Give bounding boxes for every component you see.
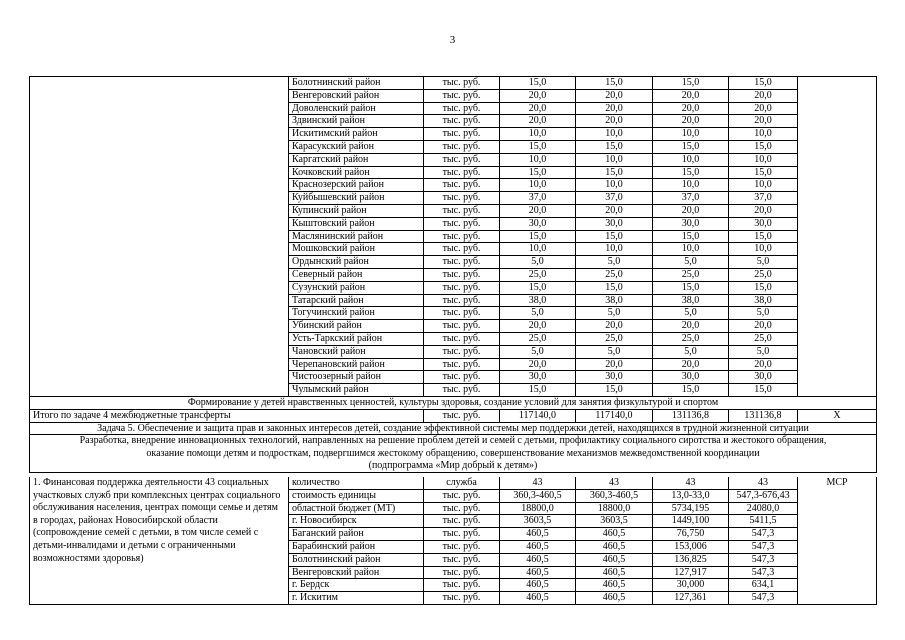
district-value: 30,0: [653, 371, 729, 384]
district-name: Татарский район: [289, 294, 424, 307]
district-value: 25,0: [729, 268, 798, 281]
total-value: 131136,8: [729, 409, 798, 422]
district-value: 25,0: [576, 332, 653, 345]
district-value: 10,0: [653, 153, 729, 166]
district-value: 15,0: [500, 166, 576, 179]
measure-row-unit: тыс. руб.: [424, 489, 500, 502]
district-value: 20,0: [576, 204, 653, 217]
district-value: 15,0: [729, 384, 798, 397]
district-value: 5,0: [729, 307, 798, 320]
district-value: 30,0: [500, 217, 576, 230]
district-value: 20,0: [729, 358, 798, 371]
district-value: 5,0: [500, 307, 576, 320]
district-unit: тыс. руб.: [424, 384, 500, 397]
district-value: 38,0: [500, 294, 576, 307]
district-name: Болотнинский район: [289, 77, 424, 90]
district-value: 10,0: [729, 128, 798, 141]
district-unit: тыс. руб.: [424, 320, 500, 333]
empty-cell: [798, 77, 877, 397]
measure-value: 136,825: [653, 553, 729, 566]
district-value: 37,0: [576, 192, 653, 205]
district-value: 15,0: [653, 230, 729, 243]
district-value: 15,0: [653, 140, 729, 153]
district-value: 20,0: [653, 115, 729, 128]
measure-value: 30,000: [653, 579, 729, 592]
district-name: Ордынский район: [289, 256, 424, 269]
measure-value: 460,5: [500, 579, 576, 592]
district-value: 10,0: [729, 153, 798, 166]
measure-row-unit: тыс. руб.: [424, 540, 500, 553]
district-value: 20,0: [500, 115, 576, 128]
district-value: 20,0: [500, 358, 576, 371]
district-value: 20,0: [729, 204, 798, 217]
measure-value: 460,5: [576, 566, 653, 579]
formation-heading: Формирование у детей нравственных ценностей, культуры здоровья, создание условий для занятия физкультурой и спортом: [30, 396, 877, 409]
measure-value: 460,5: [500, 528, 576, 541]
district-name: Каргатский район: [289, 153, 424, 166]
district-value: 20,0: [653, 358, 729, 371]
measure-row-unit: тыс. руб.: [424, 553, 500, 566]
district-value: 15,0: [729, 281, 798, 294]
district-value: 30,0: [653, 217, 729, 230]
district-name: Куйбышевский район: [289, 192, 424, 205]
district-unit: тыс. руб.: [424, 358, 500, 371]
measure-row-name: количество: [289, 477, 424, 489]
measure-value: 460,5: [576, 553, 653, 566]
district-unit: тыс. руб.: [424, 371, 500, 384]
measure-value: 547,3: [729, 528, 798, 541]
district-name: Кочковский район: [289, 166, 424, 179]
district-unit: тыс. руб.: [424, 140, 500, 153]
measure-value: 460,5: [576, 528, 653, 541]
district-unit: тыс. руб.: [424, 256, 500, 269]
measure-value: 3603,5: [576, 515, 653, 528]
district-name: Доволенский район: [289, 102, 424, 115]
district-value: 37,0: [653, 192, 729, 205]
measure-value: 360,3-460,5: [500, 489, 576, 502]
measure-row-name: г. Новосибирск: [289, 515, 424, 528]
subprogram-line: Разработка, внедрение инновационных технологий, направленных на решение проблем детей и семей с детьми, профилактику социального сиротства и жестокого обращения,: [79, 435, 827, 447]
district-value: 25,0: [729, 332, 798, 345]
measure-row-unit: служба: [424, 477, 500, 489]
measure-value: 547,3: [729, 566, 798, 579]
district-value: 15,0: [576, 166, 653, 179]
measure-row-name: областной бюджет (МТ): [289, 502, 424, 515]
district-value: 15,0: [576, 230, 653, 243]
measure-row-name: Барабинский район: [289, 540, 424, 553]
measure-row-unit: тыс. руб.: [424, 502, 500, 515]
district-unit: тыс. руб.: [424, 294, 500, 307]
district-value: 5,0: [500, 256, 576, 269]
district-unit: тыс. руб.: [424, 204, 500, 217]
measure-value: 460,5: [576, 592, 653, 605]
measure-description: 1. Финансовая поддержка деятельности 43 социальных участковых служб при комплексных центрах социального обслуживания населения, центрах помощи семье и детям в городах, районах Новосибирской области (сопровождение семей с детьми, в том числе семей с детьми-инвалидами и детьми с ограниченными возможностями здоровья): [30, 477, 289, 604]
district-name: Здвинский район: [289, 115, 424, 128]
total-x: Х: [798, 409, 877, 422]
measure-value: 547,3: [729, 553, 798, 566]
measure-value: 153,006: [653, 540, 729, 553]
district-value: 30,0: [729, 371, 798, 384]
measure-value: 547,3-676,43: [729, 489, 798, 502]
transfers-table: [29, 76, 877, 473]
measure-value: 127,917: [653, 566, 729, 579]
district-value: 20,0: [500, 102, 576, 115]
district-value: 10,0: [729, 243, 798, 256]
total-label: Итого по задаче 4 межбюджетные трансферты: [30, 409, 424, 422]
district-value: 25,0: [576, 268, 653, 281]
district-value: 10,0: [500, 243, 576, 256]
district-name: Чановский район: [289, 345, 424, 358]
district-value: 15,0: [653, 281, 729, 294]
district-value: 25,0: [500, 332, 576, 345]
district-value: 38,0: [729, 294, 798, 307]
district-name: Кыштовский район: [289, 217, 424, 230]
district-name: Карасукский район: [289, 140, 424, 153]
district-value: 5,0: [729, 345, 798, 358]
district-value: 20,0: [653, 89, 729, 102]
subprogram-line: оказание помощи детям и подросткам, подвергшимся жестокому обращению, совершенствование механизмов межведомственной координации: [146, 447, 760, 459]
page-number: 3: [449, 34, 456, 46]
district-unit: тыс. руб.: [424, 115, 500, 128]
measure-value: 547,3: [729, 540, 798, 553]
district-value: 10,0: [576, 243, 653, 256]
measure-row: [30, 477, 877, 489]
district-value: 5,0: [576, 307, 653, 320]
district-value: 25,0: [500, 268, 576, 281]
district-unit: тыс. руб.: [424, 89, 500, 102]
district-value: 25,0: [653, 332, 729, 345]
district-value: 20,0: [653, 320, 729, 333]
measure-value: 1449,100: [653, 515, 729, 528]
district-name: Сузунский район: [289, 281, 424, 294]
measure-row-unit: тыс. руб.: [424, 528, 500, 541]
measure-value: 43: [729, 477, 798, 489]
district-value: 30,0: [729, 217, 798, 230]
district-value: 10,0: [729, 179, 798, 192]
subprogram-line: (подпрограмма «Мир добрый к детям»): [368, 459, 538, 471]
district-name: Убинский район: [289, 320, 424, 333]
district-value: 20,0: [653, 204, 729, 217]
district-name: Мошковский район: [289, 243, 424, 256]
district-value: 15,0: [500, 140, 576, 153]
district-value: 10,0: [576, 153, 653, 166]
measure-value: 460,5: [500, 566, 576, 579]
measure-executor: МСР: [798, 477, 877, 604]
district-value: 10,0: [576, 179, 653, 192]
measure-row-name: Баганский район: [289, 528, 424, 541]
district-value: 5,0: [653, 307, 729, 320]
district-unit: тыс. руб.: [424, 243, 500, 256]
district-unit: тыс. руб.: [424, 230, 500, 243]
measure-value: 460,5: [500, 553, 576, 566]
district-value: 5,0: [729, 256, 798, 269]
district-value: 15,0: [653, 384, 729, 397]
district-value: 20,0: [576, 358, 653, 371]
measure-value: 18800,0: [500, 502, 576, 515]
district-value: 10,0: [500, 128, 576, 141]
measure-value: 43: [653, 477, 729, 489]
district-value: 15,0: [576, 384, 653, 397]
district-unit: тыс. руб.: [424, 77, 500, 90]
district-value: 20,0: [729, 89, 798, 102]
district-value: 5,0: [576, 256, 653, 269]
measure-value: 3603,5: [500, 515, 576, 528]
measure-value: 127,361: [653, 592, 729, 605]
measure-value: 634,1: [729, 579, 798, 592]
measure-row-name: г. Искитим: [289, 592, 424, 605]
district-value: 20,0: [500, 89, 576, 102]
measure-value: 43: [576, 477, 653, 489]
measure-value: 460,5: [576, 540, 653, 553]
district-value: 5,0: [653, 256, 729, 269]
total-row: [30, 409, 877, 422]
district-value: 20,0: [576, 89, 653, 102]
district-name: Венгеровский район: [289, 89, 424, 102]
district-value: 30,0: [576, 217, 653, 230]
total-value: 131136,8: [653, 409, 729, 422]
district-value: 20,0: [576, 320, 653, 333]
district-unit: тыс. руб.: [424, 166, 500, 179]
district-value: 30,0: [500, 371, 576, 384]
district-value: 10,0: [500, 153, 576, 166]
district-value: 20,0: [653, 102, 729, 115]
measure-row-name: г. Бердск: [289, 579, 424, 592]
measure-row-unit: тыс. руб.: [424, 566, 500, 579]
district-value: 25,0: [653, 268, 729, 281]
district-unit: тыс. руб.: [424, 179, 500, 192]
district-value: 30,0: [576, 371, 653, 384]
district-value: 5,0: [653, 345, 729, 358]
district-value: 10,0: [500, 179, 576, 192]
measure-value: 24080,0: [729, 502, 798, 515]
district-unit: тыс. руб.: [424, 102, 500, 115]
district-unit: тыс. руб.: [424, 153, 500, 166]
district-value: 15,0: [576, 77, 653, 90]
district-value: 37,0: [729, 192, 798, 205]
measure-table: [29, 477, 877, 605]
district-unit: тыс. руб.: [424, 268, 500, 281]
district-name: Маслянинский район: [289, 230, 424, 243]
measure-value: 460,5: [500, 592, 576, 605]
district-value: 20,0: [576, 115, 653, 128]
total-unit: тыс. руб.: [424, 409, 500, 422]
district-value: 20,0: [729, 115, 798, 128]
measure-value: 18800,0: [576, 502, 653, 515]
district-value: 20,0: [500, 204, 576, 217]
district-value: 37,0: [500, 192, 576, 205]
measure-row-name: стоимость единицы: [289, 489, 424, 502]
district-unit: тыс. руб.: [424, 217, 500, 230]
total-value: 117140,0: [576, 409, 653, 422]
district-name: Чистоозерный район: [289, 371, 424, 384]
district-value: 15,0: [576, 281, 653, 294]
district-value: 15,0: [576, 140, 653, 153]
district-value: 10,0: [653, 243, 729, 256]
district-value: 10,0: [576, 128, 653, 141]
district-unit: тыс. руб.: [424, 281, 500, 294]
district-value: 10,0: [653, 179, 729, 192]
empty-cell: [30, 77, 289, 397]
district-value: 10,0: [653, 128, 729, 141]
district-unit: тыс. руб.: [424, 192, 500, 205]
measure-value: 460,5: [500, 540, 576, 553]
district-value: 20,0: [729, 320, 798, 333]
district-unit: тыс. руб.: [424, 345, 500, 358]
district-name: Черепановский район: [289, 358, 424, 371]
measure-value: 360,3-460,5: [576, 489, 653, 502]
district-value: 5,0: [500, 345, 576, 358]
measure-row-unit: тыс. руб.: [424, 515, 500, 528]
district-value: 20,0: [500, 320, 576, 333]
district-name: Усть-Таркский район: [289, 332, 424, 345]
subprogram-heading: [30, 435, 877, 473]
district-name: Чулымский район: [289, 384, 424, 397]
district-row: [30, 77, 877, 90]
district-unit: тыс. руб.: [424, 307, 500, 320]
district-value: 15,0: [500, 281, 576, 294]
measure-value: 460,5: [576, 579, 653, 592]
district-value: 15,0: [729, 230, 798, 243]
measure-value: 43: [500, 477, 576, 489]
measure-value: 547,3: [729, 592, 798, 605]
district-value: 15,0: [500, 230, 576, 243]
district-value: 15,0: [500, 384, 576, 397]
district-value: 15,0: [500, 77, 576, 90]
district-value: 20,0: [576, 102, 653, 115]
total-value: 117140,0: [500, 409, 576, 422]
measure-value: 76,750: [653, 528, 729, 541]
district-name: Купинский район: [289, 204, 424, 217]
district-name: Тогучинский район: [289, 307, 424, 320]
district-value: 15,0: [729, 166, 798, 179]
district-unit: тыс. руб.: [424, 332, 500, 345]
district-name: Краснозерский район: [289, 179, 424, 192]
measure-row-unit: тыс. руб.: [424, 592, 500, 605]
district-value: 38,0: [576, 294, 653, 307]
district-value: 38,0: [653, 294, 729, 307]
district-name: Северный район: [289, 268, 424, 281]
measure-row-unit: тыс. руб.: [424, 579, 500, 592]
task5-heading: Задача 5. Обеспечение и защита прав и законных интересов детей, создание эффективной системы мер поддержки детей, находящихся в трудной жизненной ситуации: [30, 422, 877, 435]
measure-value: 13,0-33,0: [653, 489, 729, 502]
district-value: 15,0: [653, 166, 729, 179]
measure-row-name: Венгеровский район: [289, 566, 424, 579]
measure-row-name: Болотнинский район: [289, 553, 424, 566]
district-value: 15,0: [653, 77, 729, 90]
measure-value: 5734,195: [653, 502, 729, 515]
district-unit: тыс. руб.: [424, 128, 500, 141]
measure-value: 5411,5: [729, 515, 798, 528]
district-value: 15,0: [729, 77, 798, 90]
district-value: 20,0: [729, 102, 798, 115]
district-value: 15,0: [729, 140, 798, 153]
district-value: 5,0: [576, 345, 653, 358]
district-name: Искитимский район: [289, 128, 424, 141]
